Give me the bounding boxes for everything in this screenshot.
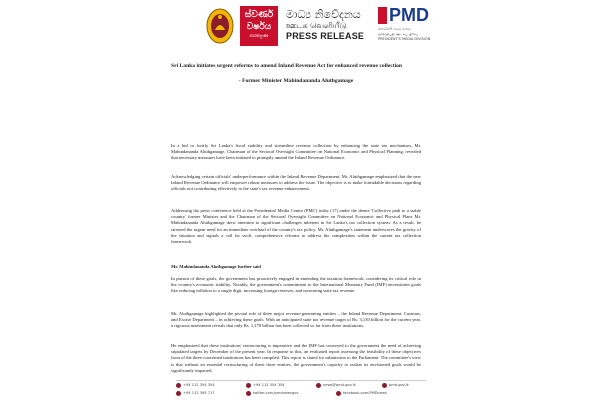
paragraph: Mr. Mahindananda Aluthgamage further said — [171, 264, 261, 269]
fax-item — [176, 391, 215, 396]
facebook-page[interactable]: facebook.com/PMDnews — [343, 391, 387, 395]
golden-year-text: ස්වර්ණ වර්ෂය — [244, 10, 274, 32]
contact-footer — [176, 380, 426, 400]
twitter-handle[interactable]: twitter.com/pmdnewsgov — [253, 391, 299, 395]
paragraph: In pursuit of these goals, the government has proactively engaged in amending the taxation framework, considering its critical role in the country's economic stability. Notably, the government's commitment to the International Monetary Fund (IMF) necessitates goals like reducing inflation to a single digit, increasing foreign reserves, and increasing state tax revenue. — [171, 276, 421, 294]
press-release-heading — [286, 8, 366, 42]
pmd-subtitle-tamil: ஜனாதிபதி ஊடகப் பிரிவு — [378, 32, 418, 36]
phone-item — [176, 383, 215, 388]
phone-number: +94 112 354 354 — [183, 383, 215, 387]
phone-number-2: +94 112 354 354 — [253, 383, 285, 387]
sri-lanka-emblem-icon — [205, 6, 235, 46]
paragraph: Mr. Aluthgamage highlighted the pivotal role of three major revenue-generating entities – the Inland Revenue Department, Customs, and Excise Department – in achieving these goals. With an anticipated state tax revenue target of Rs. 3,130 billion for the current year, a rigorous assessment reveals that only Rs. 1,179 billion has been collected so far from these institutions. — [171, 311, 421, 329]
pmd-subtitle-english: PRESIDENT'S MEDIA DIVISION — [378, 37, 431, 41]
email-address[interactable]: news@pmd.gov.lk — [323, 383, 356, 387]
pmd-logo-block — [378, 6, 454, 42]
facebook-item — [336, 391, 387, 396]
paragraph: Acknowledging certain officials' underperformance within the Inland Revenue Department, Mr. Aluthgamage emphasized that the new Inland Revenue Ordinance will empower robust measures to address the issue. The objective is to make formidable decisions regarding officials not contributing effectively to the state's tax revenue enhancement. — [171, 174, 421, 192]
paragraph: He emphasized that these institutions' restructuring is imperative and the IMF has conveyed to the government the need of achieving stipulated targets by December of the present year. In response to this, an evaluated report assessing the feasibility of these objectives from of the three concerned institutions has been compiled. This report is slated for submission to the Parliament. The committee's view is that without an essential restructuring of these three entities, the government's capacity to realize its envisioned goals would be significantly impaired. — [171, 343, 421, 373]
globe-icon — [382, 383, 387, 388]
pmd-logo — [378, 6, 454, 24]
fax-number: +94 112 395 717 — [183, 391, 215, 395]
footer-divider — [176, 380, 426, 381]
phone-item-2 — [246, 383, 285, 388]
letterhead — [0, 0, 600, 58]
document-body — [171, 63, 421, 85]
pmd-mark-icon — [378, 7, 387, 24]
facebook-icon — [336, 391, 341, 396]
press-release-sinhala: මාධ්‍ය නිවේදනය — [286, 8, 361, 21]
pmd-subtitle-sinhala: ජනාධිපති මාධ්‍ය අංශය — [378, 27, 411, 31]
document-byline: - Former Minister Mahindananda Aluthgamage — [238, 78, 354, 84]
twitter-item — [246, 391, 299, 396]
web-address[interactable]: pmd.gov.lk — [389, 383, 409, 387]
golden-year-badge — [240, 6, 278, 46]
paragraph: Addressing the press conference held at the Presidential Media Centre (PMC) today (17) under the theme 'Collective path to a stable country' former Minister and the Chairman of the Sectoral Oversight Committee on National Economic and Physical Plans Mr. Mahindananda Aluthgamage drew attention to significant challenges inherent in Sri Lanka's tax collection system. As a result, he stressed the urgent need for an immediate overhaul of the country's tax policy. Mr. Aluthgamage's statement underscores the gravity of the situation and signals a call for swift, comprehensive reforms to address the complexities within the current tax collection framework. — [171, 208, 421, 245]
golden-year-subtext: භාරතලංකා — [249, 33, 269, 38]
paragraph: In a bid to fortify Sri Lanka's fiscal stability and streamline revenue collection by enhancing the state tax mechanism, Mr. Mahindananda Aluthgamage, Chairman of the Sectoral Oversight Committee on National Economic and Physical Planning, revealed that necessary measures have been initiated to promptly amend the Inland Revenue Ordinance. — [171, 143, 421, 161]
pmd-wordmark: PMD — [389, 5, 429, 25]
document-title: Sri Lanka initiates urgent reforms to amend Inland Revenue Act for enhanced revenue collection — [171, 63, 403, 69]
press-release-tamil: ஊடக வெளியீடு — [286, 21, 347, 30]
phone-icon — [246, 383, 251, 388]
twitter-icon — [246, 391, 251, 396]
web-item — [382, 383, 409, 388]
phone-icon — [176, 383, 181, 388]
email-icon — [316, 383, 321, 388]
press-release-english: PRESS RELEASE — [286, 31, 365, 41]
email-item — [316, 383, 356, 388]
fax-icon — [176, 391, 181, 396]
